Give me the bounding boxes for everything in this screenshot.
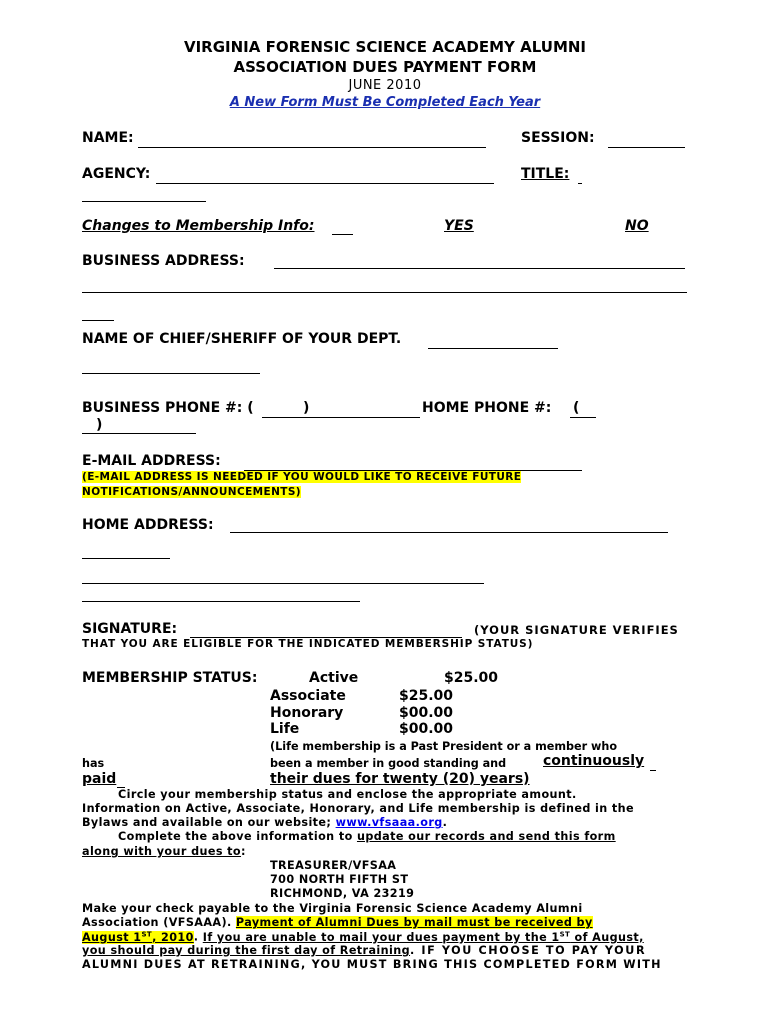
payment-line3-underlined: If you are unable to mail your dues payment by the 1ST of August, (202, 930, 644, 944)
business-address-line3[interactable] (82, 320, 114, 321)
business-address-label: BUSINESS ADDRESS: (82, 253, 245, 269)
yes-option[interactable]: YES (444, 218, 474, 234)
changes-label: Changes to Membership Info: (82, 218, 315, 234)
instructions-line4 (118, 830, 616, 843)
signature-label: SIGNATURE: (82, 621, 178, 637)
no-option[interactable]: NO (625, 218, 649, 234)
instructions-line2: Information on Active, Associate, Honorary, and Life membership is defined in the (82, 802, 635, 815)
home-address-line3[interactable] (82, 583, 484, 584)
chief-field-line2[interactable] (82, 373, 260, 374)
life-note-twenty-years: their dues for twenty (20) years) (270, 771, 530, 787)
new-form-notice: A New Form Must Be Completed Each Year (229, 95, 541, 110)
website-link[interactable]: www.vfsaaa.org (335, 816, 443, 829)
form-title-line1: VIRGINIA FORENSIC SCIENCE ACADEMY ALUMNI (183, 38, 587, 56)
life-note-has: has (82, 757, 105, 770)
life-note-paid: paid (82, 771, 117, 787)
home-phone-field[interactable] (570, 417, 596, 418)
home-address-field[interactable] (230, 532, 668, 533)
title-field-continued[interactable] (82, 201, 206, 202)
business-address-line2[interactable] (82, 292, 687, 293)
tier-active-price: $25.00 (444, 670, 499, 686)
agency-field[interactable] (156, 183, 494, 184)
home-address-line4[interactable] (82, 601, 360, 602)
mail-address-line3: RICHMOND, VA 23219 (270, 887, 415, 900)
email-note-line1: (E-MAIL ADDRESS IS NEEDED IF YOU WOULD LIKE TO RECEIVE FUTURE (82, 471, 522, 483)
payment-line4-suffix: . IF YOU CHOOSE TO PAY YOUR (410, 944, 647, 957)
instructions-line3 (82, 816, 447, 829)
home-phone-paren-open: ( (573, 400, 580, 416)
form-date: JUNE 2010 (348, 78, 422, 93)
tier-honorary[interactable]: Honorary (270, 705, 344, 721)
tier-life-price: $00.00 (399, 721, 454, 737)
tier-associate-price: $25.00 (399, 688, 454, 704)
membership-status-label: MEMBERSHIP STATUS: (82, 670, 258, 686)
payment-line3 (82, 930, 644, 944)
changes-underline (332, 234, 353, 235)
tier-honorary-price: $00.00 (399, 705, 454, 721)
name-field[interactable] (138, 147, 486, 148)
payment-line4 (82, 944, 646, 957)
title-field[interactable] (578, 183, 582, 184)
mail-address-line2: 700 NORTH FIFTH ST (270, 873, 409, 886)
life-note-line2: been a member in good standing and (270, 757, 507, 770)
tier-associate[interactable]: Associate (270, 688, 346, 704)
payment-line2-prefix: Association (VFSAAA). (82, 916, 232, 929)
home-phone-label: HOME PHONE #: (422, 400, 552, 416)
life-note-continuously: continuously (543, 753, 645, 769)
instructions-line3-prefix: Bylaws and available on our website; (82, 816, 332, 829)
instructions-line5-suffix: : (241, 845, 246, 858)
continuously-underline-tail (650, 770, 656, 771)
title-label: TITLE: (521, 166, 570, 182)
tier-active[interactable]: Active (309, 670, 359, 686)
home-phone-field-line2[interactable] (82, 433, 196, 434)
instructions-line4-underlined: update our records and send this form (356, 830, 616, 843)
payment-line2 (82, 916, 593, 929)
business-phone-field[interactable] (262, 417, 420, 418)
life-note-line1: (Life membership is a Past President or a member who (270, 740, 618, 753)
payment-deadline-highlight: Payment of Alumni Dues by mail must be received by (235, 916, 593, 929)
home-address-line2[interactable] (82, 558, 170, 559)
session-field[interactable] (608, 147, 685, 148)
email-label: E-MAIL ADDRESS: (82, 453, 221, 469)
mail-address-line1: TREASURER/VFSAA (270, 859, 397, 872)
payment-line4-underlined: you should pay during the first day of Retraining (82, 944, 411, 957)
email-note-line2: NOTIFICATIONS/ANNOUNCEMENTS) (82, 486, 302, 498)
tier-life[interactable]: Life (270, 721, 300, 737)
business-phone-label: BUSINESS PHONE #: ( (82, 400, 254, 416)
business-address-field[interactable] (274, 268, 685, 269)
payment-line1: Make your check payable to the Virginia Forensic Science Academy Alumni (82, 902, 583, 915)
chief-field[interactable] (428, 348, 558, 349)
form-title-line2: ASSOCIATION DUES PAYMENT FORM (233, 58, 537, 76)
instructions-line4-prefix: Complete the above information to (118, 830, 353, 843)
session-label: SESSION: (521, 130, 595, 146)
home-address-label: HOME ADDRESS: (82, 517, 214, 533)
signature-note-line2: THAT YOU ARE ELIGIBLE FOR THE INDICATED MEMBERSHIP STATUS) (82, 638, 534, 650)
name-label: NAME: (82, 130, 134, 146)
payment-line5: ALUMNI DUES AT RETRAINING, YOU MUST BRING THIS COMPLETED FORM WITH (82, 958, 662, 971)
signature-note-line1: (YOUR SIGNATURE VERIFIES (474, 623, 679, 637)
chief-label: NAME OF CHIEF/SHERIFF OF YOUR DEPT. (82, 331, 402, 347)
payment-deadline-date: August 1ST, 2010 (82, 930, 194, 944)
instructions-line1: Circle your membership status and enclose the appropriate amount. (118, 788, 577, 801)
instructions-line5-underlined: along with your dues to (82, 845, 242, 858)
business-phone-paren-close: ) (303, 400, 310, 416)
instructions-line5 (82, 845, 246, 858)
agency-label: AGENCY: (82, 166, 151, 182)
home-phone-paren-close: ) (96, 417, 103, 433)
payment-line3-dot: . (193, 930, 199, 944)
instructions-line3-suffix: . (442, 816, 448, 829)
